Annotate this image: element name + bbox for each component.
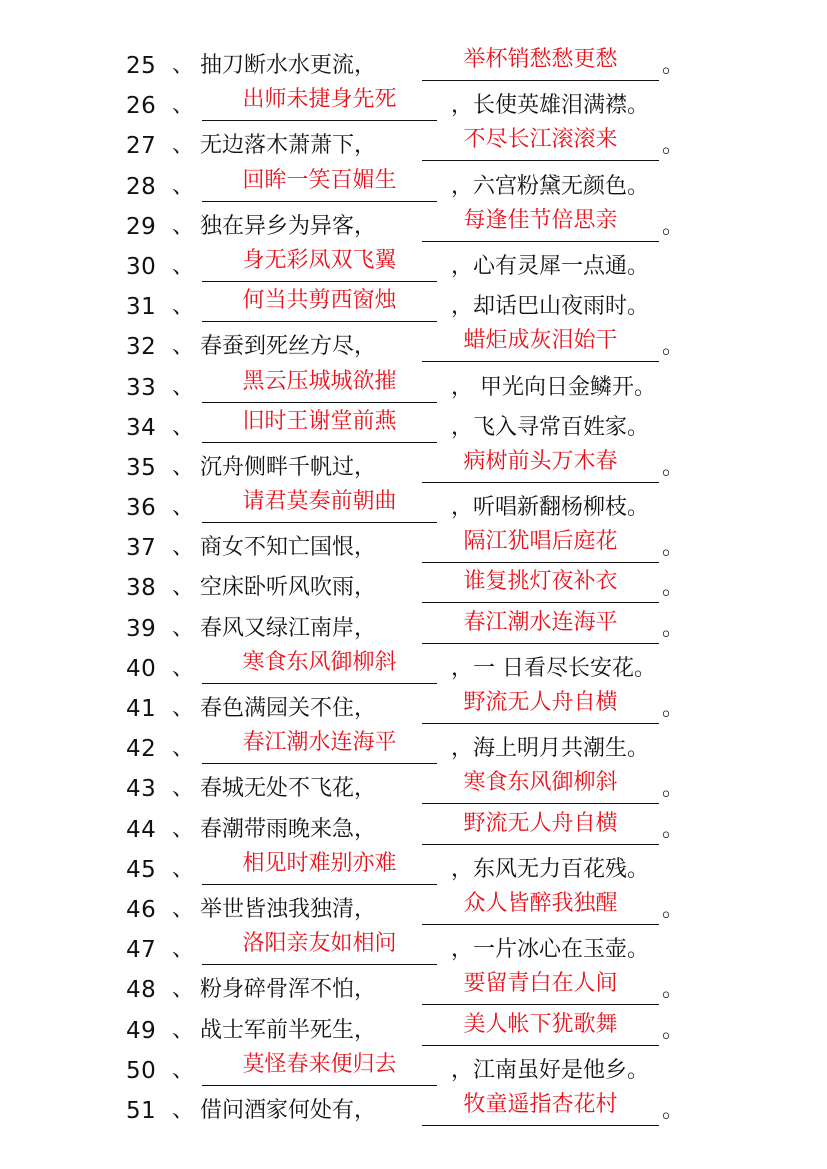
- given-verse: ，一 日看尽长安花。: [451, 655, 656, 681]
- number-separator: 、: [172, 937, 195, 963]
- question-row: [0, 852, 827, 892]
- number-separator: 、: [172, 334, 195, 360]
- question-number: 38: [126, 575, 157, 602]
- answer-blank[interactable]: [202, 87, 437, 121]
- question-row: [0, 691, 827, 731]
- answer-blank[interactable]: [422, 328, 659, 362]
- question-row: [0, 530, 827, 570]
- question-row: [0, 1013, 827, 1053]
- number-separator: 、: [172, 1097, 195, 1123]
- number-separator: 、: [172, 213, 195, 239]
- end-punctuation: 。: [662, 615, 685, 641]
- question-row: [0, 731, 827, 771]
- answer-text: 回眸一笑百媚生: [242, 167, 397, 193]
- given-verse: ，六宫粉黛无颜色。: [451, 173, 650, 199]
- given-verse: 独在异乡为异客，: [200, 213, 377, 239]
- end-punctuation: 。: [662, 53, 685, 78]
- number-separator: 、: [172, 535, 195, 561]
- question-row: [0, 410, 827, 450]
- question-row: [0, 209, 827, 249]
- question-number: 30: [126, 253, 157, 280]
- question-row: [0, 169, 827, 209]
- number-separator: 、: [172, 655, 195, 681]
- answer-blank[interactable]: [422, 529, 659, 563]
- answer-text: 出师未捷身先死: [242, 87, 397, 113]
- given-verse: 借问酒家何处有，: [200, 1097, 377, 1123]
- question-number: 47: [126, 937, 157, 964]
- question-number: 32: [126, 334, 157, 361]
- number-separator: 、: [172, 133, 195, 159]
- answer-blank[interactable]: [422, 207, 659, 242]
- question-number: 40: [126, 655, 157, 682]
- question-number: 43: [126, 776, 157, 803]
- given-verse: ，东风无力百花残。: [451, 856, 650, 882]
- end-punctuation: 。: [662, 776, 685, 802]
- answer-text: 洛阳亲友如相问: [242, 931, 397, 957]
- question-row: [0, 249, 827, 289]
- answer-text: 何当共剪西窗烛: [242, 288, 397, 314]
- answer-blank[interactable]: [422, 1011, 659, 1046]
- answer-text: 要留青白在人间: [463, 971, 618, 997]
- answer-text: 寒食东风御柳斜: [463, 770, 618, 796]
- question-row: [0, 128, 827, 168]
- answer-blank[interactable]: [202, 288, 437, 322]
- given-verse: ，却话巴山夜雨时。: [451, 294, 650, 320]
- end-punctuation: 。: [662, 896, 685, 922]
- end-punctuation: 。: [662, 575, 685, 601]
- fill-in-worksheet: [0, 48, 827, 1133]
- question-number: 45: [126, 856, 157, 883]
- given-verse: ，长使英雄泪满襟。: [451, 93, 650, 119]
- question-row: [0, 48, 827, 88]
- answer-blank[interactable]: [422, 1091, 659, 1126]
- answer-blank[interactable]: [422, 770, 659, 804]
- question-row: [0, 892, 827, 932]
- end-punctuation: 。: [662, 816, 685, 842]
- number-separator: 、: [172, 736, 195, 762]
- answer-blank[interactable]: [202, 167, 437, 202]
- given-verse: ，听唱新翻杨柳枝。: [451, 495, 650, 521]
- answer-blank[interactable]: [202, 408, 437, 443]
- question-number: 33: [126, 374, 157, 401]
- question-row: [0, 490, 827, 530]
- answer-text: 牧童遥指杏花村: [463, 1091, 618, 1117]
- number-separator: 、: [172, 856, 195, 882]
- answer-blank[interactable]: [202, 368, 437, 403]
- answer-text: 黑云压城城欲摧: [242, 368, 397, 394]
- answer-text: 美人帐下犹歌舞: [463, 1011, 618, 1037]
- question-row: [0, 329, 827, 369]
- question-row: [0, 651, 827, 691]
- question-number: 34: [126, 414, 157, 441]
- end-punctuation: 。: [662, 1017, 685, 1043]
- question-number: 50: [126, 1057, 157, 1084]
- answer-text: 莫怪春来便归去: [242, 1051, 397, 1077]
- question-number: 48: [126, 977, 157, 1004]
- end-punctuation: 。: [662, 334, 685, 360]
- question-number: 41: [126, 696, 157, 722]
- answer-text: 不尽长江滚滚来: [463, 127, 618, 153]
- given-verse: ，飞入寻常百姓家。: [451, 414, 650, 440]
- question-row: [0, 370, 827, 410]
- number-separator: 、: [172, 454, 195, 480]
- number-separator: 、: [172, 816, 195, 842]
- answer-blank[interactable]: [202, 247, 437, 282]
- answer-blank[interactable]: [422, 47, 659, 81]
- question-number: 27: [126, 133, 157, 160]
- answer-text: 谁复挑灯夜补衣: [463, 569, 618, 595]
- given-verse: 战士军前半死生，: [200, 1017, 377, 1043]
- answer-blank[interactable]: [422, 971, 659, 1005]
- question-number: 36: [126, 495, 157, 522]
- number-separator: 、: [172, 615, 195, 641]
- end-punctuation: 。: [662, 454, 685, 480]
- number-separator: 、: [172, 776, 195, 802]
- number-separator: 、: [172, 977, 195, 1003]
- answer-text: 每逢佳节倍思亲: [463, 207, 618, 233]
- question-row: [0, 771, 827, 811]
- answer-text: 相见时难别亦难: [242, 850, 397, 876]
- answer-blank[interactable]: [202, 489, 437, 523]
- question-number: 29: [126, 213, 157, 240]
- answer-text: 旧时王谢堂前燕: [242, 408, 397, 434]
- question-row: [0, 88, 827, 128]
- end-punctuation: 。: [662, 213, 685, 239]
- given-verse: 沉舟侧畔千帆过，: [200, 454, 377, 480]
- number-separator: 、: [172, 1017, 195, 1043]
- given-verse: 空床卧听风吹雨，: [200, 575, 377, 601]
- given-verse: ，海上明月共潮生。: [451, 736, 650, 762]
- answer-blank[interactable]: [422, 448, 659, 483]
- answer-blank[interactable]: [422, 810, 659, 845]
- question-number: 49: [126, 1017, 157, 1044]
- question-number: 39: [126, 615, 157, 642]
- number-separator: 、: [172, 93, 195, 119]
- answer-text: 春江潮水连海平: [463, 609, 618, 635]
- answer-blank[interactable]: [202, 850, 437, 885]
- answer-text: 野流无人舟自横: [463, 810, 618, 836]
- given-verse: 抽刀断水水更流，: [200, 53, 377, 78]
- end-punctuation: 。: [662, 535, 685, 561]
- given-verse: ，一片冰心在玉壶。: [451, 937, 650, 963]
- answer-text: 寒食东风御柳斜: [242, 649, 397, 675]
- end-punctuation: 。: [662, 696, 685, 721]
- given-verse: 春风又绿江南岸，: [200, 615, 377, 641]
- given-verse: 粉身碎骨浑不怕，: [200, 977, 377, 1003]
- question-row: [0, 932, 827, 972]
- answer-text: 隔江犹唱后庭花: [463, 529, 618, 555]
- question-row: [0, 1093, 827, 1133]
- answer-blank[interactable]: [422, 569, 659, 603]
- question-row: [0, 289, 827, 329]
- answer-blank[interactable]: [422, 890, 659, 925]
- number-separator: 、: [172, 495, 195, 521]
- given-verse: ，江南虽好是他乡。: [451, 1057, 650, 1083]
- number-separator: 、: [172, 294, 195, 320]
- number-separator: 、: [172, 253, 195, 279]
- answer-blank[interactable]: [202, 931, 437, 965]
- answer-blank[interactable]: [202, 1051, 437, 1086]
- number-separator: 、: [172, 575, 195, 601]
- given-verse: 举世皆浊我独清，: [200, 896, 377, 922]
- number-separator: 、: [172, 173, 195, 199]
- number-separator: 、: [172, 896, 195, 922]
- question-number: 35: [126, 454, 157, 481]
- question-number: 44: [126, 816, 157, 843]
- answer-text: 病树前头万木春: [463, 448, 618, 474]
- question-row: [0, 972, 827, 1012]
- question-row: [0, 450, 827, 490]
- given-verse: ，心有灵犀一点通。: [451, 253, 650, 279]
- answer-text: 蜡炬成灰泪始干: [463, 328, 618, 354]
- number-separator: 、: [172, 696, 195, 721]
- answer-text: 身无彩凤双飞翼: [242, 247, 397, 273]
- given-verse: 商女不知亡国恨，: [200, 535, 377, 561]
- question-row: [0, 812, 827, 852]
- answer-text: 春江潮水连海平: [242, 730, 397, 756]
- answer-blank[interactable]: [422, 127, 659, 161]
- given-verse: 春城无处不飞花，: [200, 776, 377, 802]
- given-verse: 春潮带雨晚来急，: [200, 816, 377, 842]
- question-number: 37: [126, 535, 157, 562]
- question-number: 31: [126, 294, 157, 321]
- given-verse: 无边落木萧萧下，: [200, 133, 377, 159]
- given-verse: 春色满园关不住，: [200, 696, 377, 721]
- answer-blank[interactable]: [202, 649, 437, 684]
- question-number: 51: [126, 1097, 157, 1124]
- answer-text: 举杯销愁愁更愁: [463, 47, 618, 72]
- question-number: 25: [126, 53, 157, 79]
- number-separator: 、: [172, 53, 195, 78]
- answer-blank[interactable]: [422, 609, 659, 644]
- answer-text: 请君莫奏前朝曲: [242, 489, 397, 515]
- answer-text: 野流无人舟自横: [463, 690, 618, 715]
- end-punctuation: 。: [662, 977, 685, 1003]
- question-row: [0, 1053, 827, 1093]
- answer-blank[interactable]: [202, 730, 437, 764]
- question-row: [0, 570, 827, 610]
- question-number: 46: [126, 896, 157, 923]
- answer-blank[interactable]: [422, 690, 659, 724]
- number-separator: 、: [172, 374, 195, 400]
- answer-text: 众人皆醉我独醒: [463, 890, 618, 916]
- question-row: [0, 611, 827, 651]
- question-number: 28: [126, 173, 157, 200]
- question-number: 26: [126, 93, 157, 120]
- number-separator: 、: [172, 414, 195, 440]
- end-punctuation: 。: [662, 133, 685, 159]
- question-number: 42: [126, 736, 157, 763]
- given-verse: 春蚕到死丝方尽，: [200, 334, 377, 360]
- given-verse: ， 甲光向日金鳞开。: [451, 374, 656, 400]
- number-separator: 、: [172, 1057, 195, 1083]
- end-punctuation: 。: [662, 1097, 685, 1123]
